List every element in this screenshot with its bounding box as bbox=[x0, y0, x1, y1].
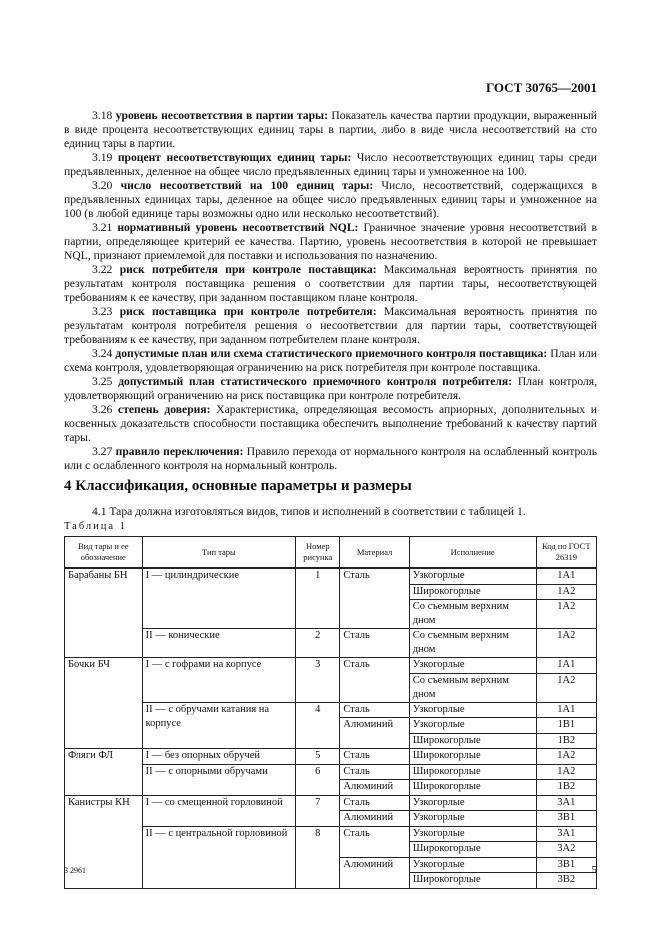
table-1 bbox=[64, 536, 597, 889]
table-cell: Алюминий bbox=[340, 811, 409, 827]
definition-text: Правило перехода от нормального контроля на ослабленный контроль или с ослабленного контроля на нормальный контроль. bbox=[64, 445, 597, 472]
table-cell: Широкогорлые bbox=[409, 842, 536, 858]
table-cell: Канистры КН bbox=[65, 795, 143, 888]
clause-number: 3.25 bbox=[92, 375, 113, 388]
table-cell: Узкогорлые bbox=[409, 795, 536, 811]
clause-number: 3.18 bbox=[92, 109, 113, 122]
table-row bbox=[65, 795, 597, 811]
standard-header: ГОСТ 30765—2001 bbox=[485, 80, 597, 95]
definition-paragraph bbox=[64, 375, 597, 403]
table-cell: Сталь bbox=[340, 629, 409, 658]
table-cell: Широкогорлые bbox=[409, 764, 536, 780]
table-cell: Сталь bbox=[340, 568, 409, 629]
column-header: Исполнение bbox=[409, 537, 536, 569]
term: допустимый план статистического приемочного контроля потребителя: bbox=[118, 375, 513, 388]
table-cell: 1А2 bbox=[536, 749, 596, 765]
table-row bbox=[65, 749, 597, 765]
term: степень доверия: bbox=[118, 403, 211, 416]
table-cell: 1А1 bbox=[536, 702, 596, 718]
term: нормативный уровень несоответствий NQL: bbox=[117, 221, 359, 234]
definition-paragraph bbox=[64, 109, 597, 151]
definition-text: Характеристика, определяющая весомость априорных, дополнительных и косвенных доказательств способности поставщика обеспечить выполнение требований к качеству партий тары. bbox=[64, 403, 597, 444]
table-cell: Широкогорлые bbox=[409, 749, 536, 765]
table-cell: II — с обручами катания на корпусе bbox=[142, 702, 296, 749]
table-cell: I — с гофрами на корпусе bbox=[142, 658, 296, 703]
table-cell: 2 bbox=[296, 629, 340, 658]
definition-paragraph bbox=[64, 263, 597, 305]
term: допустимые план или схема статистического приемочного контроля поставщика: bbox=[115, 347, 548, 360]
clause-number: 3.27 bbox=[92, 445, 113, 458]
definition-paragraph bbox=[64, 305, 597, 347]
table-cell: Алюминий bbox=[340, 718, 409, 749]
table-cell: 3В1 bbox=[536, 857, 596, 873]
table-cell: II — конические bbox=[142, 629, 296, 658]
table-cell: Со съемным верхним дном bbox=[409, 673, 536, 702]
table-cell: Сталь bbox=[340, 749, 409, 765]
table-cell: 1А1 bbox=[536, 568, 596, 584]
definition-paragraph bbox=[64, 403, 597, 445]
table-cell: Алюминий bbox=[340, 780, 409, 796]
table-cell: Со съемным верхним дном bbox=[409, 629, 536, 658]
clause-number: 3.21 bbox=[92, 221, 113, 234]
definition-text: План контроля, удовлетворяющий ограничению на риск поставщика при контроле потребителя. bbox=[64, 375, 598, 402]
table-cell: 1А2 bbox=[536, 584, 596, 600]
table-row bbox=[65, 702, 597, 718]
table-cell: 1 bbox=[296, 568, 340, 629]
table-row bbox=[65, 658, 597, 674]
table-cell: Сталь bbox=[340, 795, 409, 811]
table-cell: 3А1 bbox=[536, 795, 596, 811]
definition-text: Число, несоответствий, содержащихся в предъявленных единицах тары, деленное на общее число предъявленных единиц тары и умноженное на 100 (в любой единице тары возможны одно или несколько несоответствий). bbox=[64, 179, 597, 220]
table-cell: 1В2 bbox=[536, 780, 596, 796]
table-cell: Сталь bbox=[340, 764, 409, 780]
definition-paragraph bbox=[64, 347, 597, 375]
table-cell: Алюминий bbox=[340, 857, 409, 888]
table-cell: Широкогорлые bbox=[409, 584, 536, 600]
table-cell: 3В2 bbox=[536, 873, 596, 889]
table-cell: II — с опорными обручами bbox=[142, 764, 296, 795]
table-cell: 3В1 bbox=[536, 811, 596, 827]
clause-number: 3.20 bbox=[92, 179, 113, 192]
table-cell: 1В1 bbox=[536, 718, 596, 734]
table-cell: 5 bbox=[296, 749, 340, 765]
definition-paragraph bbox=[64, 445, 597, 473]
table-cell: Широкогорлые bbox=[409, 780, 536, 796]
table-cell: 1В2 bbox=[536, 733, 596, 749]
table-cell: Узкогорлые bbox=[409, 568, 536, 584]
table-cell: Широкогорлые bbox=[409, 873, 536, 889]
table-cell: I — без опорных обручей bbox=[142, 749, 296, 765]
table-row bbox=[65, 764, 597, 780]
table-cell: I — цилиндрические bbox=[142, 568, 296, 629]
definition-text: Показатель качества партии продукции, выраженный в виде процента несоответствующих единиц тары в партии, либо в виде числа несоответствий на сто единиц тары в партии. bbox=[64, 109, 597, 150]
table-cell: Узкогорлые bbox=[409, 658, 536, 674]
term: уровень несоответствия в партии тары: bbox=[115, 109, 328, 122]
column-header: Номер рисунка bbox=[296, 537, 340, 569]
clause-number: 3.22 bbox=[92, 263, 113, 276]
clause-number: 3.19 bbox=[92, 151, 113, 164]
term: число несоответствий на 100 единиц тары: bbox=[120, 179, 374, 192]
definition-paragraph bbox=[64, 221, 597, 263]
table-cell: Сталь bbox=[340, 658, 409, 703]
definition-text: Граничное значение уровня несоответствий в партии, определяющее критерий ее качества. Партию, уровень несоответствия в которой не превышает NQL, признают приемлемой для поставки и использования по назначению. bbox=[64, 221, 598, 262]
section-title: 4 Классификация, основные параметры и размеры bbox=[64, 478, 412, 494]
table-cell: Узкогорлые bbox=[409, 718, 536, 734]
page-number: 5 bbox=[591, 864, 597, 876]
clause-number: 3.24 bbox=[92, 347, 113, 360]
term: риск поставщика при контроле потребителя: bbox=[119, 305, 377, 318]
definition-text: Максимальная вероятность принятия по результатам контроля поставщика решения о соответствии для партии тары, несоответствующей требованиям к ее качеству, при заданном поставщиком плане контроля. bbox=[64, 263, 597, 304]
clause-number: 3.26 bbox=[92, 403, 113, 416]
table-cell: 1А2 bbox=[536, 629, 596, 658]
table-cell: Барабаны БН bbox=[65, 568, 143, 658]
table-cell: Сталь bbox=[340, 826, 409, 857]
table-cell: Узкогорлые bbox=[409, 811, 536, 827]
table-row bbox=[65, 826, 597, 842]
column-header: Тип тары bbox=[142, 537, 296, 569]
table-cell: Сталь bbox=[340, 702, 409, 718]
definition-text: План или схема контроля, удовлетворяющая ограничению на риск потребителя при контроле поставщика. bbox=[64, 347, 598, 374]
definition-text: Число несоответствующих единиц тары среди предъявленных, деленное на общее число предъявленных единиц тары и умноженное на 100. bbox=[64, 151, 598, 178]
footer-code: 3 2961 bbox=[64, 866, 86, 875]
definition-paragraph bbox=[64, 179, 597, 221]
table-cell: 6 bbox=[296, 764, 340, 795]
table-cell: Узкогорлые bbox=[409, 702, 536, 718]
table-cell: 1А2 bbox=[536, 600, 596, 629]
table-cell: Бочки БЧ bbox=[65, 658, 143, 749]
table-cell: 1А2 bbox=[536, 673, 596, 702]
table-caption: Таблица 1 bbox=[64, 521, 127, 532]
column-header: Материал bbox=[340, 537, 409, 569]
table-cell: 7 bbox=[296, 795, 340, 826]
term: правило переключения: bbox=[115, 445, 244, 458]
table-cell: II — с центральной горловиной bbox=[142, 826, 296, 888]
column-header: Вид тары и ее обозначение bbox=[65, 537, 143, 569]
table-cell: 8 bbox=[296, 826, 340, 888]
term: процент несоответствующих единиц тары: bbox=[117, 151, 352, 164]
table-cell: Узкогорлые bbox=[409, 857, 536, 873]
table-row bbox=[65, 629, 597, 658]
table-cell: 3А2 bbox=[536, 842, 596, 858]
table-cell: I — со смещенной горловиной bbox=[142, 795, 296, 826]
table-cell: Со съемным верхним дном bbox=[409, 600, 536, 629]
term: риск потребителя при контроле поставщика: bbox=[119, 263, 377, 276]
table-cell: 1А2 bbox=[536, 764, 596, 780]
table-row bbox=[65, 568, 597, 584]
definitions bbox=[64, 109, 597, 473]
table-cell: 4 bbox=[296, 702, 340, 749]
table-cell: Узкогорлые bbox=[409, 826, 536, 842]
table-cell: 3 bbox=[296, 658, 340, 703]
table-cell: 1А1 bbox=[536, 658, 596, 674]
table-cell: 3А1 bbox=[536, 826, 596, 842]
definition-text: Максимальная вероятность принятия по результатам контроля потребителя решения о несоответствии для партии тары, соответствующей требованиям к ее качеству, при заданном потребителем плане контроля. bbox=[64, 305, 597, 346]
column-header: Код по ГОСТ 26319 bbox=[536, 537, 596, 569]
definition-paragraph bbox=[64, 151, 597, 179]
clause-number: 3.23 bbox=[92, 305, 113, 318]
table-cell: Фляги ФЛ bbox=[65, 749, 143, 796]
paragraph-4-1: 4.1 Тара должна изготовляться видов, типов и исполнений в соответствии с таблицей 1. bbox=[92, 505, 526, 518]
table-cell: Широкогорлые bbox=[409, 733, 536, 749]
